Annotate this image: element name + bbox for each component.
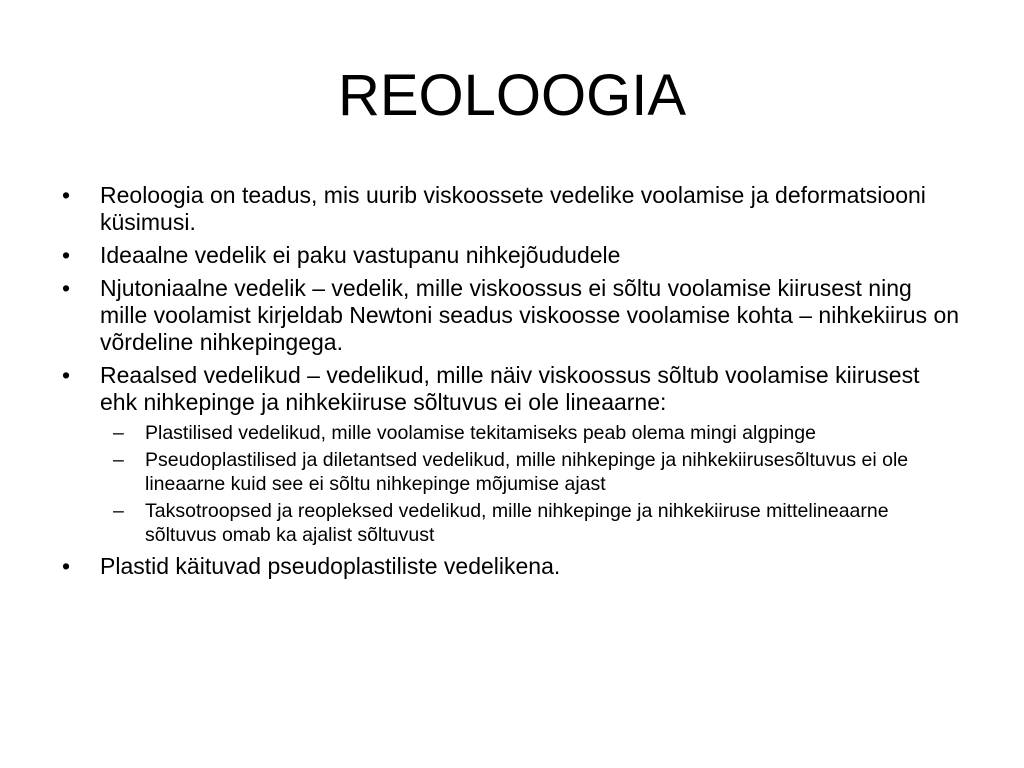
bullet-dot-icon: • — [62, 553, 71, 579]
bullet-item-5 — [62, 553, 962, 580]
bullet-item-3 — [62, 275, 962, 356]
dash-bullet-icon: – — [113, 422, 124, 444]
bullet-item-2 — [62, 242, 962, 269]
sub-bullet-item-2 — [100, 448, 962, 496]
bullet-text: Plastid käituvad pseudoplastiliste vedelikena. — [100, 553, 561, 579]
bullet-dot-icon: • — [62, 275, 71, 301]
sub-bullet-text: Pseudoplastilised ja diletantsed vedelikud, mille nihkepinge ja nihkekiirusesõltuvus ei ole lineaarne kuid see ei sõltu nihkepinge mõjumise ajast — [145, 449, 909, 495]
slide-title: REOLOOGIA — [337, 63, 687, 128]
bullet-dot-icon: • — [62, 182, 71, 208]
bullet-text: Njutoniaalne vedelik – vedelik, mille viskoossus ei sõltu voolamise kiirusest ning mille voolamist kirjeldab Newtoni seadus viskoosse voolamise kohta – nihkekiirus on võrdeline nihkepingega. — [100, 275, 960, 355]
sub-bullet-text: Plastilised vedelikud, mille voolamise tekitamiseks peab olema mingi algpinge — [145, 422, 816, 444]
dash-bullet-icon: – — [113, 449, 124, 471]
sub-bullet-item-3 — [100, 499, 962, 547]
sub-bullet-item-1 — [100, 421, 962, 445]
sub-bullet-list — [100, 421, 962, 547]
sub-bullet-text: Taksotroopsed ja reopleksed vedelikud, mille nihkepinge ja nihkekiiruse mittelineaarne sõltuvus omab ka ajalist sõltuvust — [145, 500, 889, 546]
dash-bullet-icon: – — [113, 500, 124, 522]
bullet-item-1 — [62, 182, 962, 236]
bullet-list — [62, 182, 962, 586]
bullet-dot-icon: • — [62, 242, 71, 268]
bullet-text: Reaalsed vedelikud – vedelikud, mille näiv viskoossus sõltub voolamise kiirusest ehk nihkepinge ja nihkekiiruse sõltuvus ei ole lineaarne: — [100, 362, 920, 415]
bullet-text: Ideaalne vedelik ei paku vastupanu nihkejõududele — [100, 242, 621, 268]
bullet-dot-icon: • — [62, 362, 71, 388]
bullet-text: Reoloogia on teadus, mis uurib viskoossete vedelike voolamise ja deformatsiooni küsimusi. — [100, 182, 926, 235]
bullet-item-4 — [62, 362, 962, 547]
